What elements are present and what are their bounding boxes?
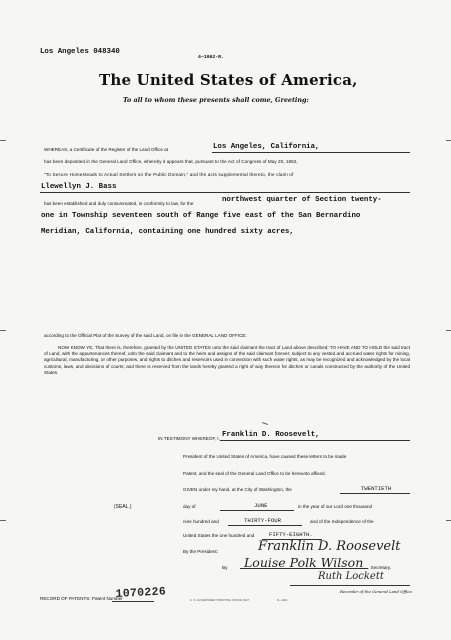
by-text: By	[222, 565, 228, 570]
given-text: GIVEN under my hand, at the City of Washington, the	[183, 487, 292, 492]
year-words: THIRTY-FOUR	[244, 517, 281, 524]
printer-imprint: U. S. GOVERNMENT PRINTING OFFICE 1927	[190, 598, 250, 602]
united-states-text: United States the one hundred and	[183, 533, 255, 538]
seal-label: (SEAL.)	[114, 504, 132, 510]
land-description-1: northwest quarter of Section twenty-	[222, 196, 382, 204]
nine-hundred-text: nine hundred and	[183, 519, 219, 524]
year-text: in the year of our Lord one thousand	[298, 504, 373, 509]
independence-text: and of the Independence of the	[310, 519, 374, 524]
by-president-text: By the President:	[183, 549, 218, 554]
independence-year: FIFTY-EIGHTH.	[269, 531, 313, 538]
president-signature: Franklin D. Roosevelt	[258, 539, 401, 554]
day-value: TWENTIETH	[361, 485, 392, 492]
recorder-signature: Ruth Lockett	[318, 571, 384, 582]
whereas-prefix: WHEREAS, a Certificate of the Register of the Land Office at	[44, 147, 169, 152]
secretary-signature: Louise Polk Wilson	[244, 555, 364, 570]
day-of-text: day of	[183, 504, 196, 509]
greeting: To all to whom these presents shall come, Greeting:	[123, 96, 309, 104]
patent-number: 1070226	[115, 585, 167, 601]
printer-code: 8—1921	[277, 598, 288, 602]
recorder-label: Recorder of the General Land Office.	[340, 589, 414, 594]
plat-text: according to the Official Plat of the Survey of the said Land, on file in the GENERAL LAND OFFICE:	[44, 333, 247, 338]
record-of-patents-label: RECORD OF PATENTS: Patent Number	[40, 596, 123, 601]
testimony-prefix: IN TESTIMONY WHEREOF, I,	[158, 436, 220, 441]
president-name: Franklin D. Roosevelt,	[222, 431, 320, 439]
claimant-name: Llewellyn J. Bass	[41, 183, 117, 191]
testimony-line-2: Patent, and the seal of the General Land Office to be hereunto affixed.	[183, 471, 326, 476]
document-title: The United States of America,	[99, 71, 358, 89]
land-description-2: one in Township seventeen south of Range five east of the San Bernardino	[41, 212, 361, 220]
testimony-line-1: President of the United States of America, have caused these letters to be made	[183, 454, 347, 459]
secretary-label: , Secretary.	[368, 565, 392, 570]
month-value: JUNE	[254, 502, 268, 509]
serial-number: Los Angeles 048340	[40, 48, 120, 56]
form-number: 4—1062-R.	[198, 55, 224, 60]
land-description-3: Meridian, California, containing one hundred sixty acres,	[41, 228, 294, 236]
land-office: Los Angeles, California,	[213, 143, 320, 151]
act-text: "To Secure Homesteads to Actual Settlers on the Public Domain," and the acts supplemental thereto, the claim of	[44, 172, 294, 177]
deposited-text: has been deposited in the General Land Office, whereby it appears that, pursuant to the Act of Congress of May 20, 1862,	[44, 159, 298, 164]
established-text: has been established and duly consummated, in conformity to law, for the	[44, 201, 194, 206]
grant-paragraph: NOW KNOW YE, That there is, therefore, granted by the UNITED STATES unto the said claimant the tract of Land above described; TO HAVE AND TO HOLD the said tract of Land, with the appurtenances thereof, unto the said claimant and to the heirs and assigns of the said claimant forever; subject to any vested and accrued water rights for mining, agricultural, manufacturing, or other purposes, and rights to ditches and reservoirs used in connection with such water rights, as may be recognized and acknowledged by the local customs, laws, and decisions of courts; and there is reserved from the lands hereby granted a right of way thereon for ditches or canals constructed by the authority of the United States.	[44, 345, 410, 375]
